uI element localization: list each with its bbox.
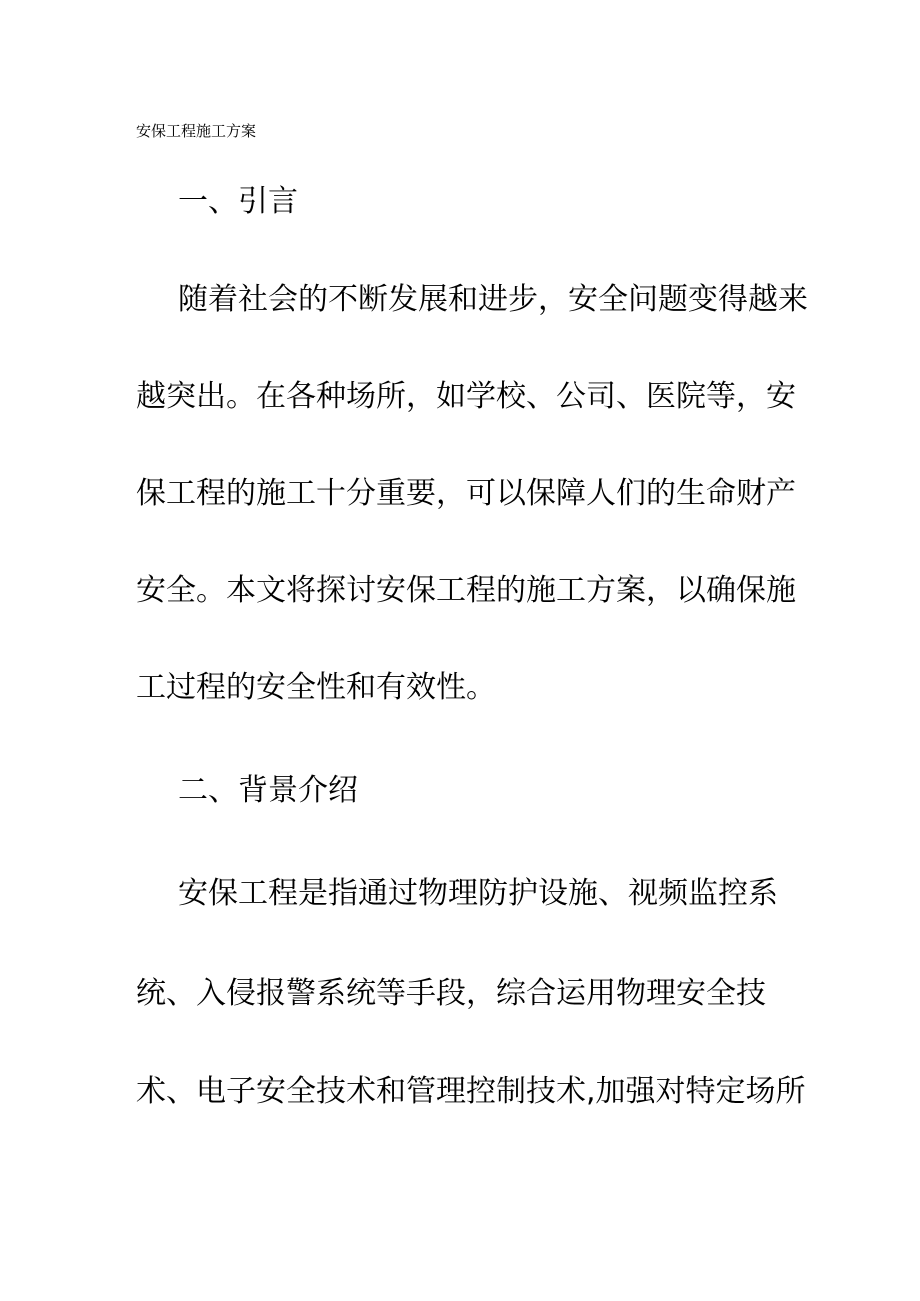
paragraph-line: 统、入侵报警系统等手段，综合运用物理安全技	[136, 976, 766, 1011]
paragraph-line: 安全。本文将探讨安保工程的施工方案，以确保施	[136, 573, 796, 608]
document-header: 安保工程施工方案	[136, 122, 257, 140]
paragraph-line: 随着社会的不断发展和进步，安全问题变得越来	[178, 282, 808, 317]
paragraph-line: 工过程的安全性和有效性。	[136, 670, 496, 705]
paragraph-line: 术、电子安全技术和管理控制技术,加强对特定场所	[136, 1074, 806, 1109]
paragraph-line: 越突出。在各种场所，如学校、公司、医院等，安	[136, 379, 796, 414]
paragraph-line: 保工程的施工十分重要，可以保障人们的生命财产	[136, 476, 796, 511]
paragraph-line: 安保工程是指通过物理防护设施、视频监控系	[178, 876, 778, 911]
section-heading-background: 二、背景介绍	[178, 773, 358, 808]
section-heading-introduction: 一、引言	[178, 184, 298, 219]
